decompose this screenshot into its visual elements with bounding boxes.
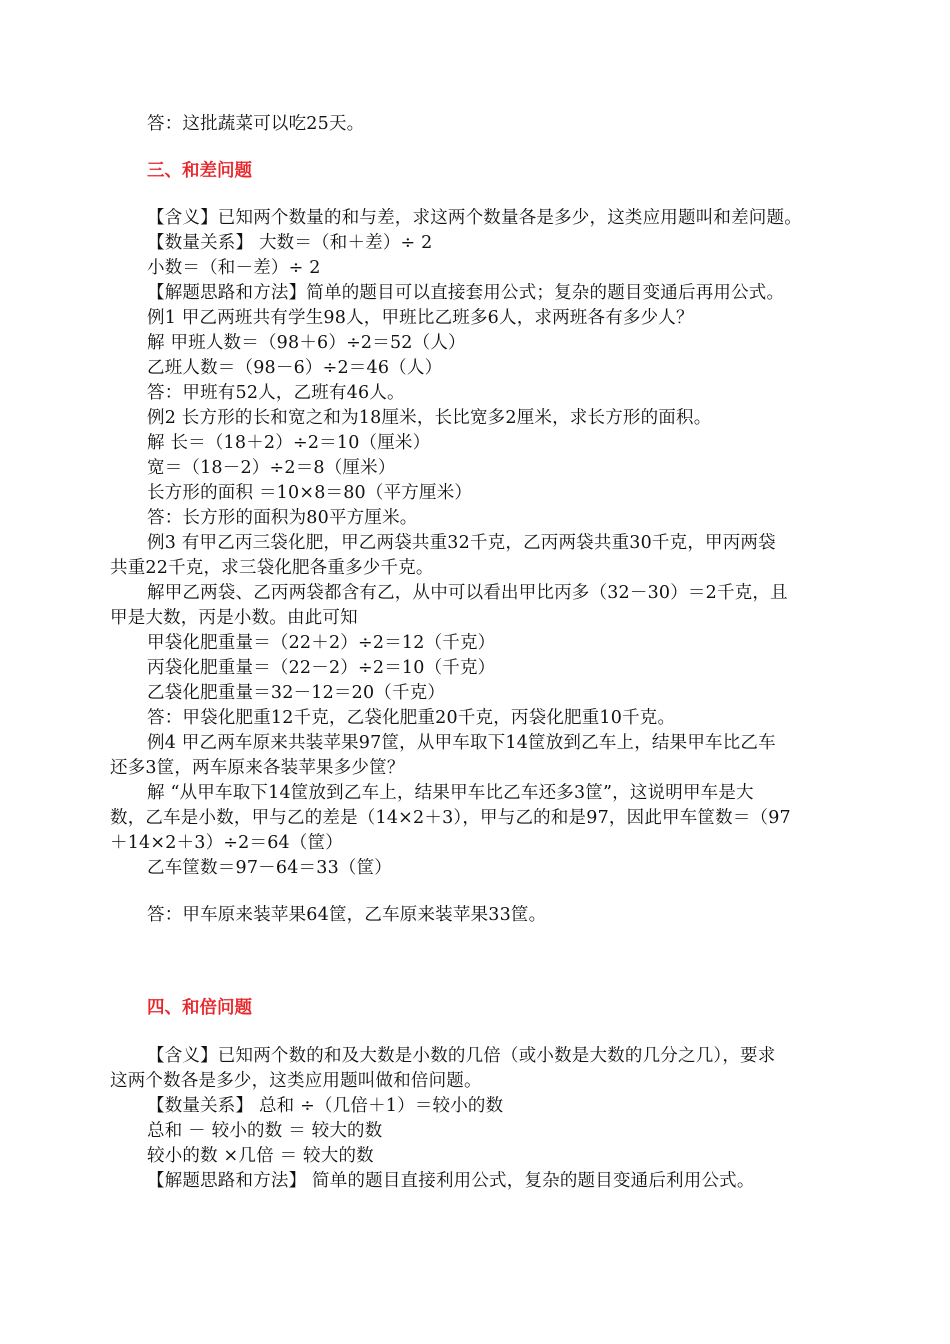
answer-line: 答：这批蔬菜可以吃25天。 [147,114,365,134]
text-line: 还多3筐，两车原来各装苹果多少筐？ [110,758,405,778]
text-line: 这两个数各是多少，这类应用题叫做和倍问题。 [110,1071,482,1091]
text-line: 【数量关系】 大数＝（和＋差）÷ 2 [147,233,433,253]
text-line: 【含义】已知两个数量的和与差，求这两个数量各是多少，这类应用题叫和差问题。 [147,208,802,228]
text-line: 较小的数 ×几倍 ＝ 较大的数 [147,1146,374,1166]
text-line: 宽＝（18－2）÷2＝8（厘米） [147,458,396,478]
text-line: 乙袋化肥重量＝32－12＝20（千克） [147,683,446,703]
text-line: 小数＝（和－差）÷ 2 [147,258,321,278]
text-line: ＋14×2＋3）÷2＝64（筐） [110,833,343,853]
text-line: 共重22千克，求三袋化肥各重多少千克。 [110,558,434,578]
text-line: 【数量关系】 总和 ÷（几倍＋1）＝较小的数 [147,1096,504,1116]
text-line: 答：甲班有52人，乙班有46人。 [147,383,405,403]
section-heading: 三、和差问题 [147,161,252,181]
text-line: 例2 长方形的长和宽之和为18厘米，长比宽多2厘米，求长方形的面积。 [147,408,712,428]
text-line: 甲是大数，丙是小数。由此可知 [110,608,358,628]
text-line: 乙班人数＝（98－6）÷2＝46（人） [147,358,443,378]
text-line: 丙袋化肥重量＝（22－2）÷2＝10（千克） [147,658,496,678]
text-line: 长方形的面积 ＝10×8＝80（平方厘米） [147,483,473,503]
text-line: 数，乙车是小数，甲与乙的差是（14×2＋3），甲与乙的和是97，因此甲车筐数＝（97 [110,808,791,828]
text-line: 【解题思路和方法】 简单的题目直接利用公式，复杂的题目变通后利用公式。 [147,1171,755,1191]
text-line: 总和 － 较小的数 ＝ 较大的数 [147,1121,383,1141]
text-line: 【含义】已知两个数的和及大数是小数的几倍（或小数是大数的几分之几），要求 [147,1046,776,1066]
text-line: 乙车筐数＝97－64＝33（筐） [147,858,393,878]
text-line: 例1 甲乙两班共有学生98人，甲班比乙班多6人，求两班各有多少人？ [147,308,694,328]
text-line: 答：甲袋化肥重12千克，乙袋化肥重20千克，丙袋化肥重10千克。 [147,708,676,728]
text-line: 解甲乙两袋、乙丙两袋都含有乙，从中可以看出甲比丙多（32－30）＝2千克，且 [147,583,788,603]
text-line: 答：甲车原来装苹果64筐，乙车原来装苹果33筐。 [147,905,547,925]
text-line: 解 长＝（18＋2）÷2＝10（厘米） [147,433,431,453]
text-line: 答：长方形的面积为80平方厘米。 [147,508,418,528]
section-heading: 四、和倍问题 [147,998,252,1018]
text-line: 解 甲班人数＝（98＋6）÷2＝52（人） [147,333,466,353]
text-line: 【解题思路和方法】简单的题目可以直接套用公式；复杂的题目变通后再用公式。 [147,283,785,303]
text-line: 甲袋化肥重量＝（22＋2）÷2＝12（千克） [147,633,496,653]
text-line: 例4 甲乙两车原来共装苹果97筐，从甲车取下14筐放到乙车上，结果甲车比乙车 [147,733,776,753]
text-line: 解 “从甲车取下14筐放到乙车上，结果甲车比乙车还多3筐”，这说明甲车是大 [147,783,754,803]
text-line: 例3 有甲乙丙三袋化肥，甲乙两袋共重32千克，乙丙两袋共重30千克，甲丙两袋 [147,533,776,553]
